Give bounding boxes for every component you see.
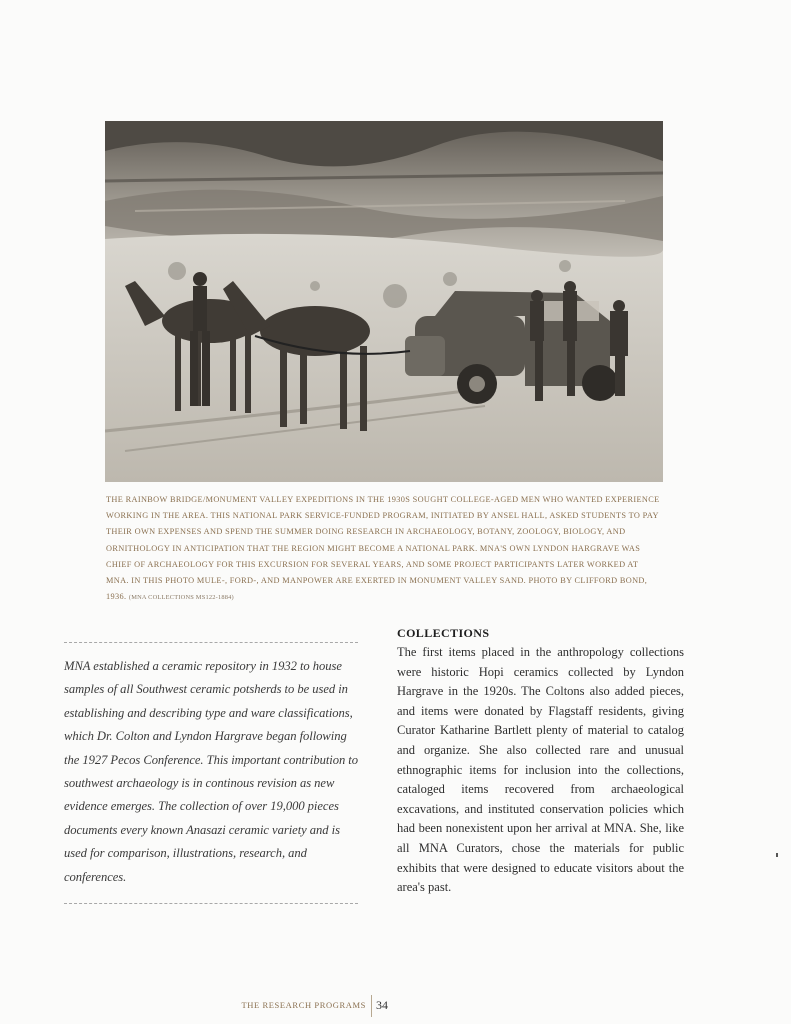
- photo-caption: [106, 492, 662, 606]
- scan-edge-mark: [776, 853, 778, 857]
- pull-quote: [64, 642, 358, 904]
- section-body-text: The first items placed in the anthropology collections were historic Hopi ceramics collected by Lyndon Hargrave in the 1920s. The Coltons also added pieces, and items were donated by Flagstaff residents, giving Curator Katharine Bartlett plenty of material to catalog and organize. She also collected rare and unusual ethnographic items for inclusion into the collections, cataloged items recovered from archaeological excavations, and instituted conservation policies which had been nonexistent upon her arrival at MNA. She, like all MNA Curators, chose the materials for public exhibits that were designed to educate visitors about the area's past.: [397, 645, 684, 895]
- pull-quote-text: MNA established a ceramic repository in 1932 to house samples of all Southwest ceramic potsherds to be used in establishing and describing type and ware classifications, which Dr. Colton and Lyndon Hargrave began following the 1927 Pecos Conference. This important contribution to southwest archaeology is in continous revision as new evidence emerges. The collection of over 19,000 pieces documents every known Anasazi ceramic variety and is used for comparison, illustrations, research, and conferences.: [64, 659, 359, 884]
- photograph-horses-car-desert-icon: [105, 121, 663, 482]
- running-title: THE RESEARCH PROGRAMS: [241, 1000, 366, 1010]
- historic-photograph: [105, 121, 663, 482]
- caption-text: THE RAINBOW BRIDGE/MONUMENT VALLEY EXPEDITIONS IN THE 1930S SOUGHT COLLEGE-AGED MEN WHO WANTED EXPERIENCE WORKING IN THE AREA. THIS NATIONAL PARK SERVICE-FUNDED PROGRAM, INITIATED BY ANSEL HALL, ASKED STUDENTS TO PAY THEIR OWN EXPENSES AND SPEND THE SUMMER DOING RESEARCH IN ARCHAEOLOGY, BOTANY, ZOOLOGY, BIOLOGY, AND ORNITHOLOGY IN ANTICIPATION THAT THE REGION MIGHT BECOME A NATIONAL PARK. MNA'S OWN LYNDON HARGRAVE WAS CHIEF OF ARCHAEOLOGY FOR THIS EXCURSION FOR SEVERAL YEARS, AND SOME PROJECT PARTICIPANTS LATER WORKED AT MNA. IN THIS PHOTO MULE-, FORD-, AND MANPOWER ARE EXERTED IN MONUMENT VALLEY SAND. PHOTO BY CLIFFORD BOND, 1936.: [106, 495, 660, 602]
- footer-divider: [371, 995, 372, 1017]
- page-number: 34: [376, 998, 388, 1012]
- collection-reference: (MNA COLLECTIONS MS122-1884): [128, 594, 234, 602]
- page-footer: [0, 995, 791, 1019]
- section-heading: COLLECTIONS: [397, 626, 490, 640]
